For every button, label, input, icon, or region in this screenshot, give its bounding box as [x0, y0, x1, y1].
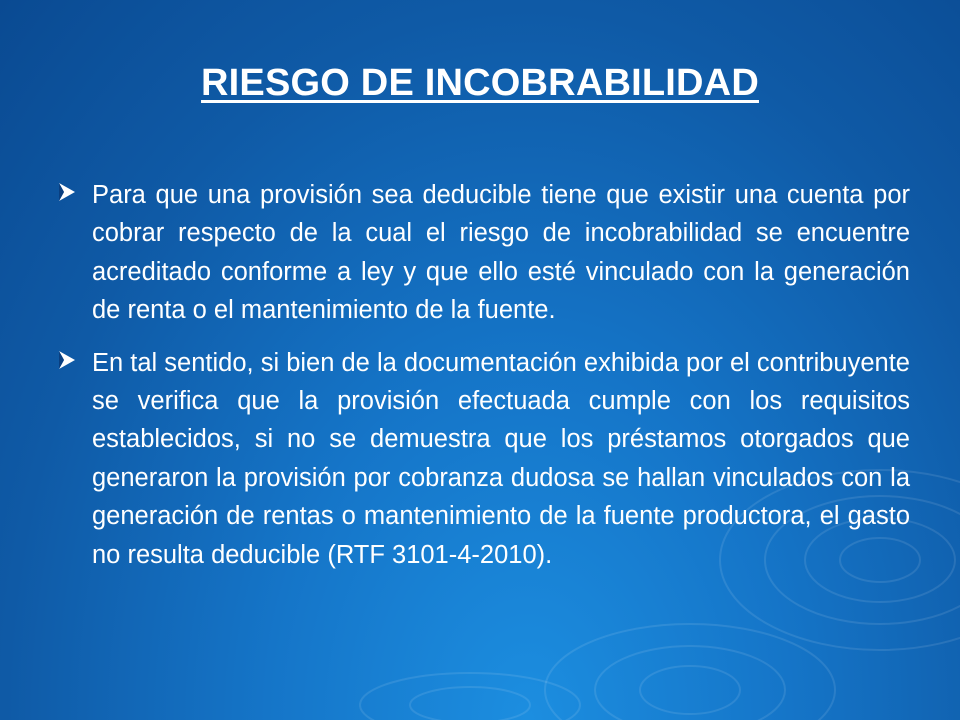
slide-title: RIESGO DE INCOBRABILIDAD — [201, 62, 759, 104]
arrowhead-bullet-icon — [58, 182, 76, 202]
bullet-item — [58, 176, 910, 330]
bullet-text: Para que una provisión sea deducible tiene que existir una cuenta por cobrar respecto de la cual el riesgo de incobrabilidad se encuentre acreditado conforme a ley y que ello esté vinculado con la generación de renta o el mantenimiento de la fuente. — [92, 181, 910, 325]
bullet-text: En tal sentido, si bien de la documentación exhibida por el contribuyente se verifica que la provisión efectuada cumple con los requisitos establecidos, si no se demuestra que los préstamos otorgados que generaron la provisión por cobranza dudosa se hallan vinculados con la generación de rentas o mantenimiento de la fuente productora, el gasto no resulta deducible (RTF 3101-4-2010). — [92, 348, 910, 569]
bullet-list — [58, 176, 910, 588]
arrowhead-bullet-icon — [58, 350, 76, 370]
bullet-item — [58, 344, 910, 574]
